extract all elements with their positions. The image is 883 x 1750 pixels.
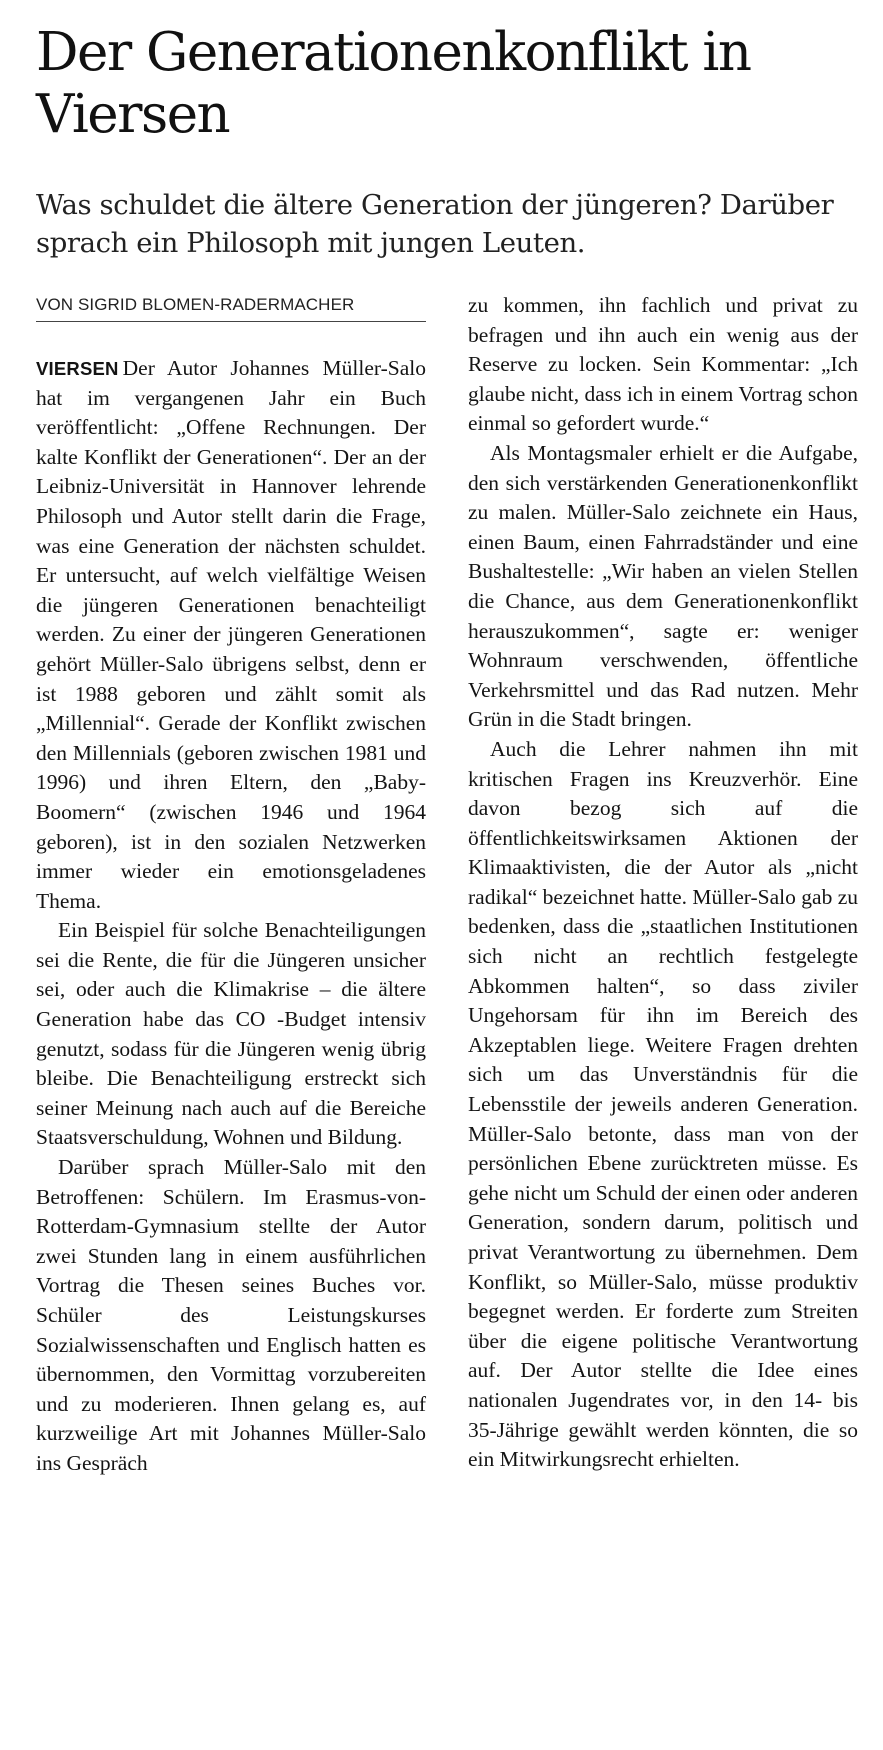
body-paragraph: Auch die Lehrer nahmen ihn mit kritischen Fragen ins Kreuzverhör. Eine davon bezog sich auf die öffentlichkeitswirksamen Aktionen der Klimaaktivisten, die der Autor als „nicht radikal“ bezeichnet hatte. Müller-Salo gab zu bedenken, dass die „staatlichen Institutionen sich nicht an rechtlich festgelegte Abkommen halten“, so dass ziviler Ungehorsam für ihn im Bereich des Akzeptablen liege. Weitere Fragen drehten sich um das Unverständnis für die Lebensstile der jeweils anderen Generation. Müller-Salo betonte, dass man von der persönlichen Ebene zurücktreten müsse. Es gehe nicht um Schuld der einen oder anderen Generation, sondern darum, politisch und privat Verantwortung zu übernehmen. Dem Konflikt, so Müller-Salo, müsse produktiv begegnet werden. Er forderte zum Streiten über die eigene politische Verantwortung auf. Der Autor stellte die Idee eines nationalen Jugendrates vor, in den 14- bis 35-Jährige gewählt werden könnten, die so ein Mitwirkungsrecht erhielten.	[468, 736, 858, 1472]
body-paragraph: Als Montagsmaler erhielt er die Aufgabe, den sich verstärkenden Generationenkonflikt zu malen. Müller-Salo zeichnete ein Haus, einen Baum, einen Fahrradständer und eine Bushaltestelle: „Wir haben an vielen Stellen die Chance, aus dem Generationenkonflikt herauszukommen“, sagte er: weniger Wohnraum verschwenden, öffentliche Verkehrsmittel und das Rad nutzen. Mehr Grün in die Stadt bringen.	[468, 440, 858, 732]
article-column-right	[468, 291, 858, 1475]
article-subheadline: Was schuldet die ältere Generation der jüngeren? Darüber sprach ein Philosoph mit jungen Leuten.	[36, 189, 834, 259]
dateline: VIERSEN	[36, 358, 119, 379]
body-paragraph: Darüber sprach Müller-Salo mit den Betroffenen: Schülern. Im Erasmus-von-Rotterdam-Gymnasium stellte der Autor zwei Stunden lang in einem ausführlichen Vortrag die Thesen seines Buches vor. Schüler des Leistungskurses Sozialwissenschaften und Englisch hatten es übernommen, den Vormittag vorzubereiten und zu moderieren. Ihnen gelang es, auf kurzweilige Art mit Johannes Müller-Salo ins Gespräch	[36, 1155, 426, 1475]
body-paragraph	[36, 354, 426, 916]
article-headline: Der Generationenkonflikt in Viersen	[36, 22, 751, 145]
body-paragraph: Ein Beispiel für solche Benachteiligungen sei die Rente, die für die Jüngeren unsicher sei, oder auch die Klimakrise – die ältere Generation habe das CO -Budget intensiv genutzt, sodass für die Jüngeren wenig übrig bleibe. Die Benachteiligung erstreckt sich seiner Meinung nach auch auf die Bereiche Staatsverschuldung, Wohnen und Bildung.	[36, 918, 426, 1150]
article-column-left	[36, 354, 426, 1479]
body-paragraph-text: Der Autor Johannes Müller-Salo hat im vergangenen Jahr ein Buch veröffentlicht: „Offene Rechnungen. Der kalte Konflikt der Generationen“. Der an der Leibniz-Universität in Hannover lehrende Philosoph und Autor stellt darin die Frage, was eine Generation der nächsten schuldet. Er untersucht, auf welch vielfältige Weisen die jüngeren Generationen benachteiligt werden. Zu einer der jüngeren Generationen gehört Müller-Salo übrigens selbst, denn er ist 1988 geboren und zählt somit als „Millennial“. Gerade der Konflikt zwischen den Millennials (geboren zwischen 1981 und 1996) und ihren Eltern, den „Baby-Boomern“ (zwischen 1946 und 1964 geboren), ist in den sozialen Netzwerken immer wieder ein emotionsgeladenes Thema.	[36, 356, 426, 913]
body-paragraph-continuation: zu kommen, ihn fachlich und privat zu befragen und ihn auch ein wenig aus der Reserve zu locken. Sein Kommentar: „Ich glaube nicht, dass ich in einem Vortrag schon einmal so gefordert wurde.“	[468, 293, 858, 436]
article-byline: VON SIGRID BLOMEN-RADERMACHER	[36, 294, 426, 322]
